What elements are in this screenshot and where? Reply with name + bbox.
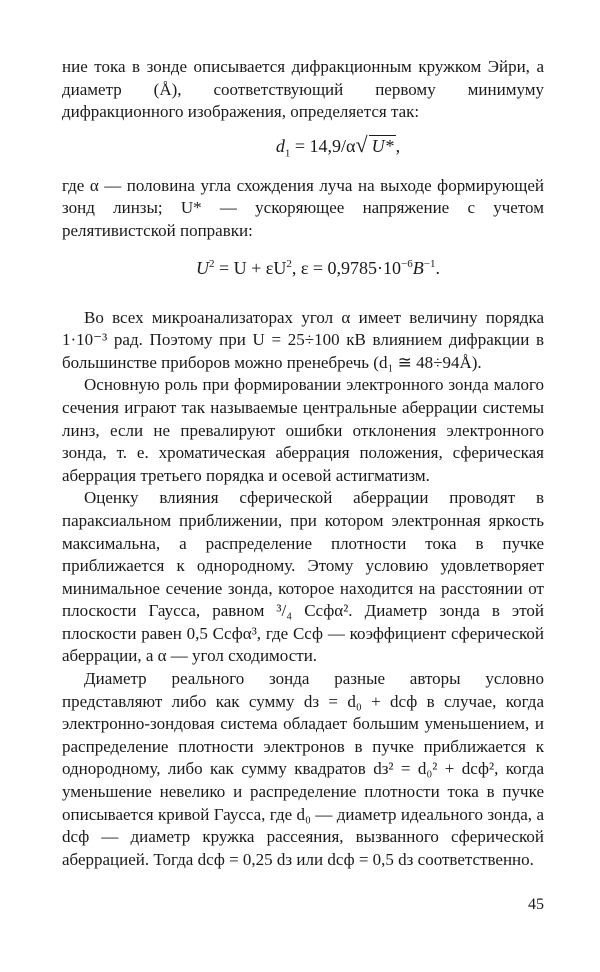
formula2-part4-sup: −1 — [423, 257, 436, 270]
formula2-part3-sup: −6 — [401, 257, 413, 270]
formula1-tail: , — [395, 135, 401, 156]
formula1-lhs: d — [275, 135, 285, 156]
paragraph-5: Оценку влияния сферической аберрации проводят в параксиальном приближении, при котором электронная яркость максимальна, а распределение плотности тока в пучке приближается к однородному. Этому условию удовлетворяет минимальное сечение зонда, которое находится на расстоянии от плоскости Гаусса, равном ³/₄ Cсфα². Диаметр зонда в этой плоскости равен 0,5 Cсфα³, где Cсф — коэффициент сферической аберрации, а α — угол сходимости. — [62, 488, 544, 666]
formula2-part4: B — [412, 257, 424, 278]
paragraph-4: Основную роль при формировании электронного зонда малого сечения играют так называемые центральные аберрации системы линз, если не превалируют ошибки отклонения электронного зонда, т. е. хроматическая аберрация положения, сферическая аберрация третьего порядка и осевой астигматизм. — [62, 375, 544, 485]
paragraph-1: ние тока в зонде описывается дифракционным кружком Эйри, а диаметр (Å), соответствующий первому минимуму дифракционного изображения, определяется так: — [62, 57, 544, 122]
formula2-part3: , ε = 0,9785·10 — [291, 257, 402, 278]
formula1-lhs-sub: 1 — [284, 147, 291, 160]
formula-diffraction-diameter — [62, 132, 544, 159]
formula2-part2-sup: 2 — [286, 257, 292, 270]
paragraph-2: где α — половина угла схождения луча на выходе формирующей зонд линзы; U* — ускоряющее напряжение с учетом релятивистской поправки: — [62, 175, 544, 240]
formula1-radicand: U* — [369, 135, 396, 156]
paragraph-6: Диаметр реального зонда разные авторы условно представляют либо как сумму dз = d₀ + dсф в случае, когда электронно-зондовая система обладает большим уменьшением, и распределение плотности электронов в пучке приближается к однородному, либо как сумму квадратов dз² = d₀² + dсф², когда уменьшение невелико и распределение плотности тока в пучке описывается кривой Гаусса, где d₀ — диаметр идеального зонда, а dсф — диаметр кружка рассеяния, вызванного сферической аберрацией. Тогда dсф = 0,25 dз или dсф = 0,5 dз соответственно. — [62, 669, 544, 869]
formula2-part1-sup: 2 — [208, 257, 215, 270]
formula1-sqrt-sign: √ — [355, 131, 368, 157]
page-number: 45 — [528, 896, 544, 913]
formula1-eq: = 14,9/α — [290, 135, 356, 156]
paragraph-3: Во всех микроанализаторах угол α имеет величину порядка 1·10⁻³ рад. Поэтому при U = 25÷100 кВ влиянием дифракции в большинстве приборов можно пренебречь (d₁ ≅ 48÷94Å). — [62, 307, 544, 372]
formula2-part1: U — [195, 257, 209, 278]
formula-relativistic-voltage — [62, 255, 544, 281]
formula2-tail: . — [435, 257, 440, 278]
page-body — [62, 56, 544, 871]
formula2-part2: = U + εU — [214, 257, 287, 278]
